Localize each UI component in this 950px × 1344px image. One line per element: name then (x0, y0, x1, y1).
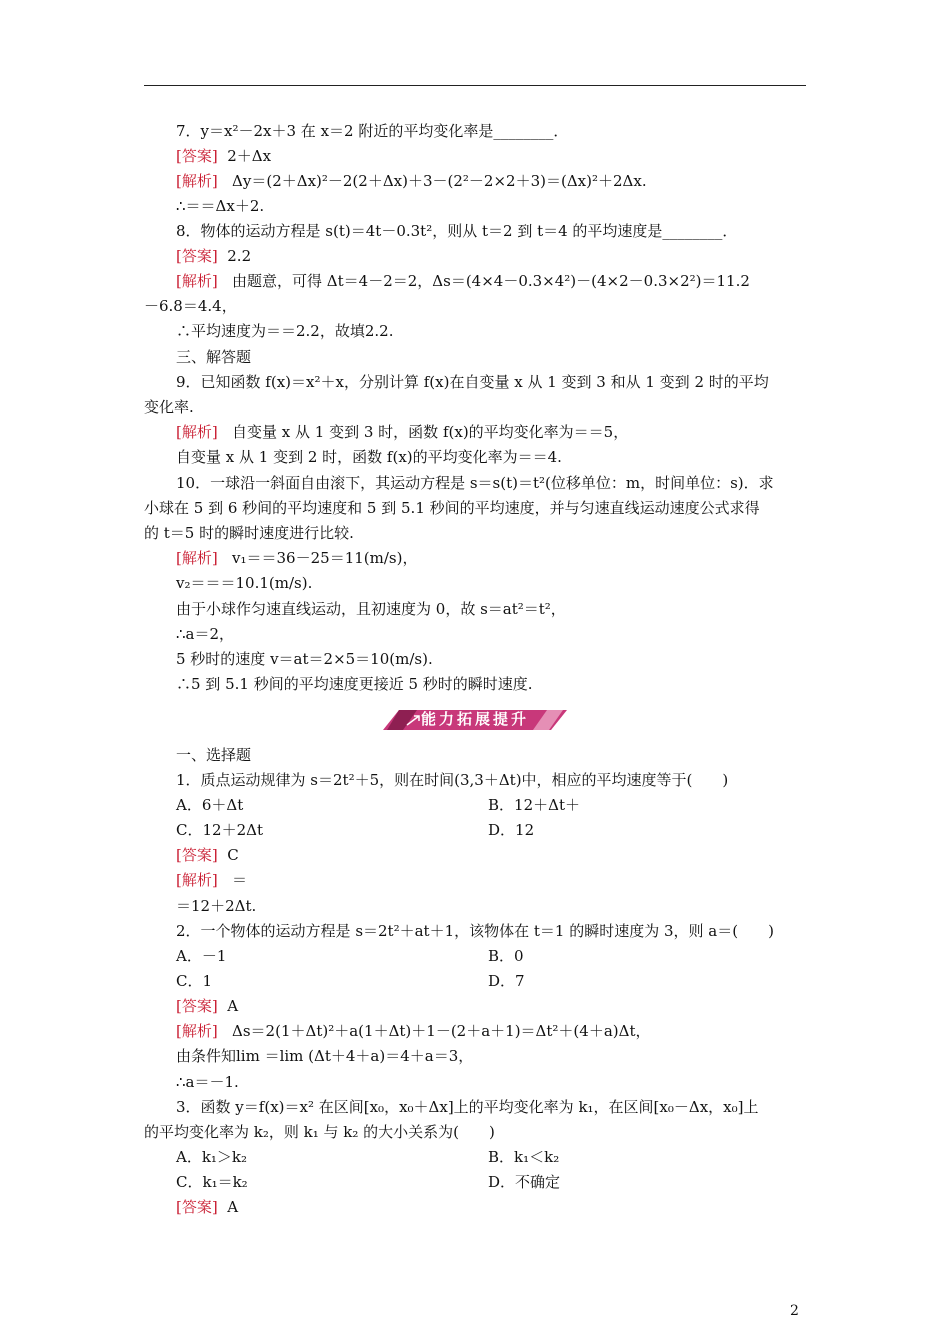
answer-1 (176, 846, 838, 864)
text-line: v₂＝＝＝10.1(m/s). (176, 574, 313, 592)
text-line: ＝12＋2Δt. (176, 897, 257, 915)
question-8: 8．物体的运动方程是 s(t)＝4t－0.3t²，则从 t＝2 到 t＝4 的平均速度是________． (176, 222, 738, 240)
banner-title: 能力拓展提升 (420, 710, 529, 728)
question-9: 9．已知函数 f(x)＝x²＋x，分别计算 f(x)在自变量 x 从 1 变到 3 和从 1 变到 2 时的平均 (176, 373, 769, 391)
option-d: D．7 (488, 972, 525, 990)
question-2: 2．一个物体的运动方程是 s＝2t²＋at＋1，该物体在 t＝1 的瞬时速度为 3，则 a＝( ) (176, 922, 774, 940)
option-b: B．12＋Δt＋ (488, 796, 580, 814)
analysis-tag: [解析] (176, 172, 218, 190)
analysis-9 (176, 423, 838, 441)
question-3: 3．函数 y＝f(x)＝x² 在区间[x₀，x₀＋Δx]上的平均变化率为 k₁，在区间[x₀－Δx，x₀]上 (176, 1098, 759, 1116)
section-banner (383, 708, 567, 732)
analysis-text: v₁＝＝36－25＝11(m/s)， (232, 549, 418, 567)
analysis-2 (176, 1022, 838, 1040)
option-d: D．12 (488, 821, 535, 839)
answer-tag: [答案] (176, 147, 218, 165)
text-line: 变化率. (144, 398, 194, 416)
option-a: A．k₁＞k₂ (176, 1148, 248, 1166)
text-line: 小球在 5 到 6 秒间的平均速度和 5 到 5.1 秒间的平均速度，并与匀速直线运动速度公式求得 (144, 499, 760, 517)
answer-7 (176, 147, 838, 165)
text-line: ∴5 到 5.1 秒间的平均速度更接近 5 秒时的瞬时速度. (176, 675, 533, 693)
option-b: B．k₁＜k₂ (488, 1148, 560, 1166)
analysis-text: Δs＝2(1＋Δt)²＋a(1＋Δt)＋1－(2＋a＋1)＝Δt²＋(4＋a)Δt， (232, 1022, 651, 1040)
option-d: D．不确定 (488, 1173, 561, 1191)
analysis-text: 由题意，可得 Δt＝4－2＝2，Δs＝(4×4－0.3×4²)－(4×2－0.3×2²)＝11.2 (232, 272, 750, 290)
option-c: C．1 (176, 972, 213, 990)
answer-tag: [答案] (176, 846, 218, 864)
analysis-text: Δy＝(2＋Δx)²－2(2＋Δx)＋3－(2²－2×2＋3)＝(Δx)²＋2Δx. (232, 172, 647, 190)
answer-text: 2.2 (227, 247, 252, 265)
answer-8 (176, 247, 838, 265)
answer-text: 2＋Δx (227, 147, 272, 165)
analysis-tag: [解析] (176, 1022, 218, 1040)
text-line: 由条件知lim ＝lim (Δt＋4＋a)＝4＋a＝3， (176, 1047, 474, 1065)
answer-2 (176, 997, 838, 1015)
option-c: C．12＋2Δt (176, 821, 263, 839)
section-heading: 一、选择题 (176, 746, 252, 764)
option-a: A．6＋Δt (176, 796, 244, 814)
answer-text: A (227, 1198, 239, 1216)
analysis-tag: [解析] (176, 871, 218, 889)
text-line: ∴＝＝Δx＋2. (176, 197, 265, 215)
analysis-text: 自变量 x 从 1 变到 3 时，函数 f(x)的平均变化率为＝＝5， (232, 423, 629, 441)
option-b: B．0 (488, 947, 524, 965)
text-line: －6.8＝4.4， (144, 297, 237, 315)
analysis-tag: [解析] (176, 549, 218, 567)
answer-text: A (227, 997, 239, 1015)
question-7: 7．y＝x²－2x＋3 在 x＝2 附近的平均变化率是________． (176, 122, 569, 140)
analysis-10 (176, 549, 838, 567)
answer-tag: [答案] (176, 1198, 218, 1216)
option-a: A．－1 (176, 947, 227, 965)
analysis-tag: [解析] (176, 272, 218, 290)
text-line: ∴a＝－1. (176, 1073, 239, 1091)
text-line: 的 t＝5 时的瞬时速度进行比较. (144, 524, 354, 542)
text-line: ∴a＝2， (176, 625, 235, 643)
text-line: ∴平均速度为＝＝2.2，故填2.2. (176, 322, 394, 340)
header-rule (144, 85, 806, 86)
question-1: 1．质点运动规律为 s＝2t²＋5，则在时间(3,3＋Δt)中，相应的平均速度等于( ) (176, 771, 729, 789)
text-line: 自变量 x 从 1 变到 2 时，函数 f(x)的平均变化率为＝＝4. (176, 448, 562, 466)
analysis-tag: [解析] (176, 423, 218, 441)
section-heading: 三、解答题 (176, 348, 252, 366)
answer-text: C (227, 846, 239, 864)
analysis-1 (176, 871, 838, 889)
answer-3 (176, 1198, 838, 1216)
analysis-7 (176, 172, 838, 190)
option-c: C．k₁＝k₂ (176, 1173, 248, 1191)
answer-tag: [答案] (176, 247, 218, 265)
text-line: 5 秒时的速度 v＝at＝2×5＝10(m/s). (176, 650, 433, 668)
text-line: 的平均变化率为 k₂，则 k₁ 与 k₂ 的大小关系为( ) (144, 1123, 495, 1141)
page-number: 2 (790, 1303, 799, 1319)
text-line: 由于小球作匀速直线运动，且初速度为 0，故 s＝at²＝t²， (176, 600, 566, 618)
answer-tag: [答案] (176, 997, 218, 1015)
analysis-text: ＝ (232, 871, 248, 889)
question-10: 10．一球沿一斜面自由滚下，其运动方程是 s＝s(t)＝t²(位移单位：m，时间单位：s)．求 (176, 474, 774, 492)
analysis-8 (176, 272, 838, 290)
